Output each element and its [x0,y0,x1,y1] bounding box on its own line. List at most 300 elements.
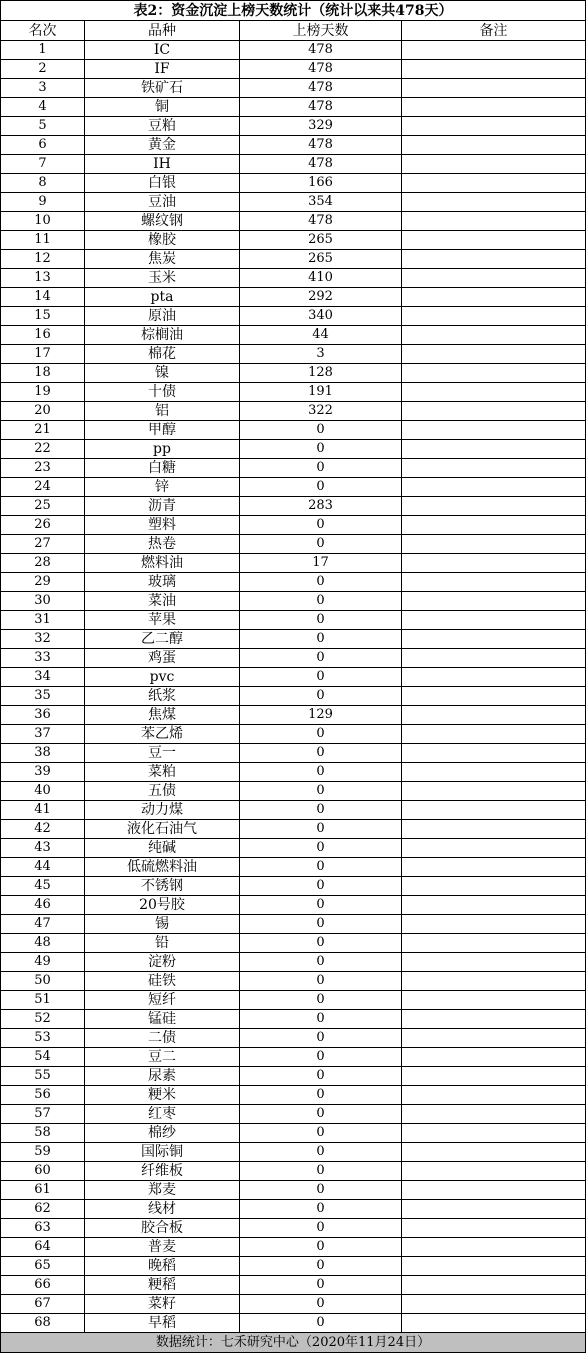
table-row [1,554,586,573]
note-cell [402,953,586,972]
note-cell [402,877,586,896]
name-cell: 动力煤 [85,801,240,820]
note-cell [402,231,586,250]
note-cell [402,1086,586,1105]
table-row [1,1105,586,1124]
note-cell [402,1181,586,1200]
note-cell [402,497,586,516]
note-cell [402,1048,586,1067]
name-cell: 螺纹钢 [85,212,240,231]
note-cell [402,1238,586,1257]
name-cell: 硅铁 [85,972,240,991]
note-cell [402,288,586,307]
note-cell [402,1314,586,1333]
note-cell [402,896,586,915]
name-cell: 二债 [85,1029,240,1048]
note-cell [402,136,586,155]
days-cell: 0 [240,459,402,478]
days-cell: 0 [240,535,402,554]
rank-cell: 37 [1,725,85,744]
days-cell: 0 [240,858,402,877]
note-cell [402,858,586,877]
days-cell: 0 [240,1200,402,1219]
note-cell [402,744,586,763]
rank-cell: 45 [1,877,85,896]
table-row [1,1010,586,1029]
name-cell: 锌 [85,478,240,497]
note-cell [402,611,586,630]
rank-cell: 64 [1,1238,85,1257]
name-cell: 豆油 [85,193,240,212]
note-cell [402,1029,586,1048]
table-row [1,1257,586,1276]
name-cell: 热卷 [85,535,240,554]
table-row [1,136,586,155]
note-cell [402,98,586,117]
note-cell [402,1295,586,1314]
table-row [1,383,586,402]
note-cell [402,307,586,326]
name-cell: 燃料油 [85,554,240,573]
note-cell [402,706,586,725]
note-cell [402,934,586,953]
rank-cell: 25 [1,497,85,516]
name-cell: 乙二醇 [85,630,240,649]
days-cell: 0 [240,1314,402,1333]
name-cell: 纯碱 [85,839,240,858]
table-row [1,535,586,554]
name-cell: 锰硅 [85,1010,240,1029]
name-cell: pp [85,440,240,459]
note-cell [402,801,586,820]
table-row [1,649,586,668]
name-cell: pta [85,288,240,307]
note-cell [402,763,586,782]
days-cell: 166 [240,174,402,193]
name-cell: 低硫燃料油 [85,858,240,877]
days-cell: 478 [240,212,402,231]
rank-cell: 48 [1,934,85,953]
note-cell [402,402,586,421]
days-cell: 0 [240,592,402,611]
table-row [1,212,586,231]
rank-cell: 46 [1,896,85,915]
note-cell [402,79,586,98]
table-row [1,402,586,421]
days-cell: 0 [240,1143,402,1162]
days-cell: 0 [240,1105,402,1124]
note-cell [402,1276,586,1295]
name-cell: 塑料 [85,516,240,535]
days-cell: 0 [240,1257,402,1276]
rank-cell: 51 [1,991,85,1010]
rank-cell: 38 [1,744,85,763]
days-cell: 0 [240,687,402,706]
days-cell: 0 [240,934,402,953]
note-cell [402,1219,586,1238]
rank-cell: 23 [1,459,85,478]
rank-cell: 39 [1,763,85,782]
table-row [1,421,586,440]
table-row [1,79,586,98]
name-cell: 锡 [85,915,240,934]
note-cell [402,516,586,535]
days-cell: 129 [240,706,402,725]
name-cell: 铝 [85,402,240,421]
table-row [1,478,586,497]
rank-cell: 1 [1,41,85,60]
days-cell: 283 [240,497,402,516]
days-cell: 0 [240,725,402,744]
rank-cell: 15 [1,307,85,326]
name-cell: 菜粕 [85,763,240,782]
name-cell: 胶合板 [85,1219,240,1238]
rank-cell: 63 [1,1219,85,1238]
note-cell [402,60,586,79]
rank-cell: 62 [1,1200,85,1219]
rank-cell: 21 [1,421,85,440]
name-cell: 白糖 [85,459,240,478]
days-cell: 0 [240,744,402,763]
note-cell [402,839,586,858]
table-row [1,972,586,991]
days-cell: 0 [240,972,402,991]
days-cell: 0 [240,649,402,668]
rank-cell: 19 [1,383,85,402]
note-cell [402,250,586,269]
note-cell [402,421,586,440]
table-row [1,326,586,345]
name-cell: 棉花 [85,345,240,364]
note-cell [402,630,586,649]
table-row [1,668,586,687]
days-cell: 478 [240,98,402,117]
name-cell: IH [85,155,240,174]
note-cell [402,269,586,288]
note-cell [402,326,586,345]
name-cell: 粳稻 [85,1276,240,1295]
table-row [1,839,586,858]
table-row [1,820,586,839]
table-row [1,763,586,782]
table-title-row [1,1,586,21]
table-row [1,1067,586,1086]
table-row [1,915,586,934]
rank-cell: 6 [1,136,85,155]
table-row [1,611,586,630]
note-cell [402,1257,586,1276]
table-row [1,725,586,744]
rank-cell: 56 [1,1086,85,1105]
rank-cell: 59 [1,1143,85,1162]
note-cell [402,117,586,136]
name-cell: 红枣 [85,1105,240,1124]
table-row [1,991,586,1010]
days-cell: 0 [240,421,402,440]
days-cell: 0 [240,820,402,839]
name-cell: IF [85,60,240,79]
days-cell: 191 [240,383,402,402]
header-name: 品种 [85,21,240,41]
rank-cell: 36 [1,706,85,725]
days-cell: 478 [240,79,402,98]
table-row [1,1124,586,1143]
table-row [1,155,586,174]
days-cell: 410 [240,269,402,288]
rank-cell: 12 [1,250,85,269]
table-row [1,288,586,307]
name-cell: 焦煤 [85,706,240,725]
days-cell: 0 [240,1010,402,1029]
note-cell [402,1067,586,1086]
note-cell [402,174,586,193]
table-row [1,1143,586,1162]
name-cell: 豆粕 [85,117,240,136]
name-cell: 普麦 [85,1238,240,1257]
note-cell [402,1124,586,1143]
table-row [1,1314,586,1333]
rank-cell: 2 [1,60,85,79]
table-row [1,877,586,896]
name-cell: 铜 [85,98,240,117]
note-cell [402,820,586,839]
note-cell [402,459,586,478]
note-cell [402,554,586,573]
rank-cell: 54 [1,1048,85,1067]
table-row [1,1200,586,1219]
rank-cell: 29 [1,573,85,592]
days-cell: 0 [240,1086,402,1105]
note-cell [402,1200,586,1219]
note-cell [402,573,586,592]
note-cell [402,440,586,459]
days-cell: 0 [240,782,402,801]
name-cell: 国际铜 [85,1143,240,1162]
name-cell: 粳米 [85,1086,240,1105]
table-row [1,1029,586,1048]
days-cell: 0 [240,1162,402,1181]
name-cell: 铁矿石 [85,79,240,98]
table-row [1,60,586,79]
name-cell: 纤维板 [85,1162,240,1181]
rank-cell: 27 [1,535,85,554]
table-row [1,193,586,212]
table-row [1,953,586,972]
name-cell: 豆二 [85,1048,240,1067]
days-cell: 478 [240,41,402,60]
rank-cell: 55 [1,1067,85,1086]
days-cell: 44 [240,326,402,345]
days-cell: 0 [240,991,402,1010]
note-cell [402,592,586,611]
note-cell [402,1010,586,1029]
days-cell: 478 [240,136,402,155]
name-cell: 焦炭 [85,250,240,269]
note-cell [402,972,586,991]
name-cell: 淀粉 [85,953,240,972]
rank-cell: 26 [1,516,85,535]
name-cell: IC [85,41,240,60]
days-cell: 17 [240,554,402,573]
table-row [1,1219,586,1238]
rank-cell: 30 [1,592,85,611]
days-cell: 0 [240,630,402,649]
name-cell: 棉纱 [85,1124,240,1143]
table-row [1,744,586,763]
table-row [1,592,586,611]
rank-cell: 16 [1,326,85,345]
rank-cell: 42 [1,820,85,839]
days-cell: 0 [240,1048,402,1067]
table-row [1,687,586,706]
table-row [1,1181,586,1200]
table-row [1,459,586,478]
note-cell [402,193,586,212]
name-cell: 白银 [85,174,240,193]
days-cell: 0 [240,1219,402,1238]
days-cell: 0 [240,1276,402,1295]
note-cell [402,1162,586,1181]
table-row [1,497,586,516]
table-row [1,516,586,535]
rank-cell: 5 [1,117,85,136]
rank-cell: 10 [1,212,85,231]
rank-cell: 53 [1,1029,85,1048]
days-cell: 0 [240,516,402,535]
days-cell: 0 [240,1067,402,1086]
rank-cell: 33 [1,649,85,668]
days-cell: 292 [240,288,402,307]
rank-cell: 65 [1,1257,85,1276]
name-cell: 菜油 [85,592,240,611]
rank-cell: 22 [1,440,85,459]
days-cell: 354 [240,193,402,212]
days-cell: 0 [240,1295,402,1314]
days-cell: 0 [240,440,402,459]
days-cell: 0 [240,611,402,630]
note-cell [402,364,586,383]
note-cell [402,1143,586,1162]
table-row [1,1162,586,1181]
note-cell [402,535,586,554]
days-cell: 0 [240,915,402,934]
rank-cell: 66 [1,1276,85,1295]
note-cell [402,1105,586,1124]
name-cell: 橡胶 [85,231,240,250]
rank-cell: 57 [1,1105,85,1124]
rank-cell: 49 [1,953,85,972]
name-cell: 不锈钢 [85,877,240,896]
note-cell [402,991,586,1010]
rank-cell: 18 [1,364,85,383]
table-row [1,782,586,801]
name-cell: 尿素 [85,1067,240,1086]
rank-cell: 17 [1,345,85,364]
note-cell [402,649,586,668]
rank-cell: 3 [1,79,85,98]
table-row [1,364,586,383]
table-row [1,934,586,953]
name-cell: 苹果 [85,611,240,630]
table-title: 表2：资金沉淀上榜天数统计（统计以来共478天） [1,1,586,21]
table-row [1,231,586,250]
days-cell: 478 [240,60,402,79]
rank-cell: 43 [1,839,85,858]
name-cell: 鸡蛋 [85,649,240,668]
name-cell: 苯乙烯 [85,725,240,744]
rank-cell: 68 [1,1314,85,1333]
days-cell: 478 [240,155,402,174]
header-note: 备注 [402,21,586,41]
days-cell: 0 [240,1124,402,1143]
rank-cell: 47 [1,915,85,934]
days-cell: 3 [240,345,402,364]
footer-source-note: 数据统计：七禾研究中心（2020年11月24日） [1,1333,586,1353]
table-row [1,1086,586,1105]
name-cell: 沥青 [85,497,240,516]
rank-cell: 24 [1,478,85,497]
days-cell: 0 [240,953,402,972]
table-row [1,1238,586,1257]
name-cell: 玉米 [85,269,240,288]
table-row [1,1048,586,1067]
rank-cell: 28 [1,554,85,573]
table-row [1,98,586,117]
rank-cell: 34 [1,668,85,687]
rank-cell: 35 [1,687,85,706]
rank-cell: 61 [1,1181,85,1200]
header-days: 上榜天数 [240,21,402,41]
days-cell: 322 [240,402,402,421]
table-row [1,858,586,877]
note-cell [402,212,586,231]
rank-cell: 50 [1,972,85,991]
rank-cell: 7 [1,155,85,174]
name-cell: 晚稻 [85,1257,240,1276]
table-row [1,630,586,649]
name-cell: 纸浆 [85,687,240,706]
note-cell [402,687,586,706]
table-row [1,269,586,288]
name-cell: 镍 [85,364,240,383]
table-row [1,440,586,459]
rank-cell: 20 [1,402,85,421]
table-row [1,345,586,364]
name-cell: 短纤 [85,991,240,1010]
name-cell: 豆一 [85,744,240,763]
table-row [1,250,586,269]
rank-cell: 60 [1,1162,85,1181]
name-cell: 五债 [85,782,240,801]
table-row [1,1276,586,1295]
name-cell: 铅 [85,934,240,953]
table-row [1,1295,586,1314]
name-cell: 郑麦 [85,1181,240,1200]
days-cell: 0 [240,839,402,858]
days-cell: 0 [240,801,402,820]
rank-cell: 58 [1,1124,85,1143]
days-cell: 329 [240,117,402,136]
table-row [1,174,586,193]
days-cell: 0 [240,763,402,782]
note-cell [402,782,586,801]
name-cell: 菜籽 [85,1295,240,1314]
rank-cell: 8 [1,174,85,193]
name-cell: 十债 [85,383,240,402]
rank-cell: 9 [1,193,85,212]
name-cell: 黄金 [85,136,240,155]
days-cell: 340 [240,307,402,326]
